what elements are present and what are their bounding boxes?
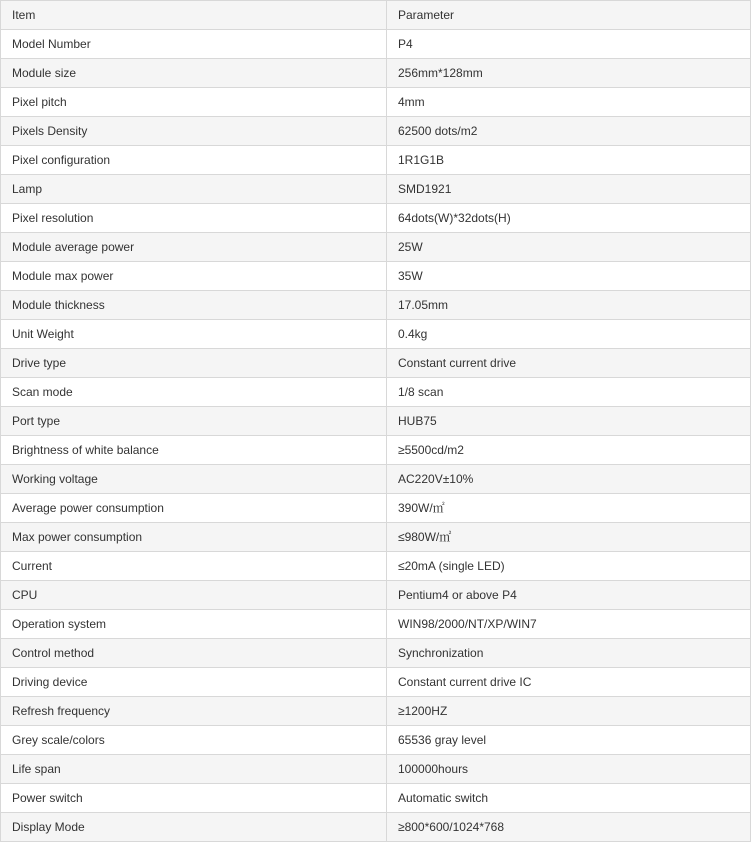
spec-table-body bbox=[1, 1, 751, 842]
table-row bbox=[1, 639, 751, 668]
row-item: Pixel resolution bbox=[1, 204, 387, 233]
table-row bbox=[1, 117, 751, 146]
table-row bbox=[1, 378, 751, 407]
table-row bbox=[1, 30, 751, 59]
row-item: Module max power bbox=[1, 262, 387, 291]
table-row bbox=[1, 697, 751, 726]
row-parameter: 64dots(W)*32dots(H) bbox=[387, 204, 751, 233]
table-row bbox=[1, 523, 751, 552]
row-parameter: 0.4kg bbox=[387, 320, 751, 349]
table-row bbox=[1, 726, 751, 755]
row-parameter: 4mm bbox=[387, 88, 751, 117]
row-item: Max power consumption bbox=[1, 523, 387, 552]
row-parameter: Constant current drive bbox=[387, 349, 751, 378]
table-row bbox=[1, 59, 751, 88]
table-row bbox=[1, 610, 751, 639]
row-parameter: 100000hours bbox=[387, 755, 751, 784]
row-parameter: SMD1921 bbox=[387, 175, 751, 204]
table-row bbox=[1, 146, 751, 175]
row-item: CPU bbox=[1, 581, 387, 610]
row-item: Operation system bbox=[1, 610, 387, 639]
row-parameter: ≥1200HZ bbox=[387, 697, 751, 726]
table-row bbox=[1, 494, 751, 523]
row-item: Display Mode bbox=[1, 813, 387, 842]
row-parameter: Automatic switch bbox=[387, 784, 751, 813]
row-parameter: 1/8 scan bbox=[387, 378, 751, 407]
row-item: Module average power bbox=[1, 233, 387, 262]
row-item: Model Number bbox=[1, 30, 387, 59]
table-row bbox=[1, 552, 751, 581]
row-parameter: 390W/㎡ bbox=[387, 494, 751, 523]
row-item: Port type bbox=[1, 407, 387, 436]
row-parameter: Pentium4 or above P4 bbox=[387, 581, 751, 610]
table-row bbox=[1, 349, 751, 378]
row-parameter: AC220V±10% bbox=[387, 465, 751, 494]
row-item: Grey scale/colors bbox=[1, 726, 387, 755]
row-item: Refresh frequency bbox=[1, 697, 387, 726]
row-parameter: 256mm*128mm bbox=[387, 59, 751, 88]
row-item: Average power consumption bbox=[1, 494, 387, 523]
row-parameter: 1R1G1B bbox=[387, 146, 751, 175]
row-parameter: ≤20mA (single LED) bbox=[387, 552, 751, 581]
row-item: Driving device bbox=[1, 668, 387, 697]
row-parameter: WIN98/2000/NT/XP/WIN7 bbox=[387, 610, 751, 639]
table-row bbox=[1, 320, 751, 349]
table-row bbox=[1, 436, 751, 465]
row-parameter: 65536 gray level bbox=[387, 726, 751, 755]
table-header-row bbox=[1, 1, 751, 30]
row-parameter: ≥800*600/1024*768 bbox=[387, 813, 751, 842]
header-parameter: Parameter bbox=[387, 1, 751, 30]
row-parameter: 25W bbox=[387, 233, 751, 262]
row-parameter: 62500 dots/m2 bbox=[387, 117, 751, 146]
row-item: Control method bbox=[1, 639, 387, 668]
table-row bbox=[1, 465, 751, 494]
row-item: Power switch bbox=[1, 784, 387, 813]
table-row bbox=[1, 407, 751, 436]
row-item: Lamp bbox=[1, 175, 387, 204]
table-row bbox=[1, 88, 751, 117]
row-parameter: HUB75 bbox=[387, 407, 751, 436]
header-item: Item bbox=[1, 1, 387, 30]
row-parameter: ≤980W/㎡ bbox=[387, 523, 751, 552]
row-parameter: 35W bbox=[387, 262, 751, 291]
row-item: Current bbox=[1, 552, 387, 581]
table-row bbox=[1, 755, 751, 784]
row-item: Life span bbox=[1, 755, 387, 784]
table-row bbox=[1, 813, 751, 842]
row-item: Brightness of white balance bbox=[1, 436, 387, 465]
row-item: Drive type bbox=[1, 349, 387, 378]
table-row bbox=[1, 175, 751, 204]
row-item: Module thickness bbox=[1, 291, 387, 320]
row-item: Working voltage bbox=[1, 465, 387, 494]
row-item: Scan mode bbox=[1, 378, 387, 407]
table-row bbox=[1, 291, 751, 320]
table-row bbox=[1, 204, 751, 233]
row-item: Pixel pitch bbox=[1, 88, 387, 117]
row-parameter: Synchronization bbox=[387, 639, 751, 668]
row-item: Pixel configuration bbox=[1, 146, 387, 175]
row-parameter: ≥5500cd/m2 bbox=[387, 436, 751, 465]
row-item: Unit Weight bbox=[1, 320, 387, 349]
table-row bbox=[1, 581, 751, 610]
table-row bbox=[1, 668, 751, 697]
row-parameter: P4 bbox=[387, 30, 751, 59]
row-item: Module size bbox=[1, 59, 387, 88]
row-parameter: 17.05mm bbox=[387, 291, 751, 320]
row-item: Pixels Density bbox=[1, 117, 387, 146]
table-row bbox=[1, 262, 751, 291]
table-row bbox=[1, 233, 751, 262]
row-parameter: Constant current drive IC bbox=[387, 668, 751, 697]
table-row bbox=[1, 784, 751, 813]
